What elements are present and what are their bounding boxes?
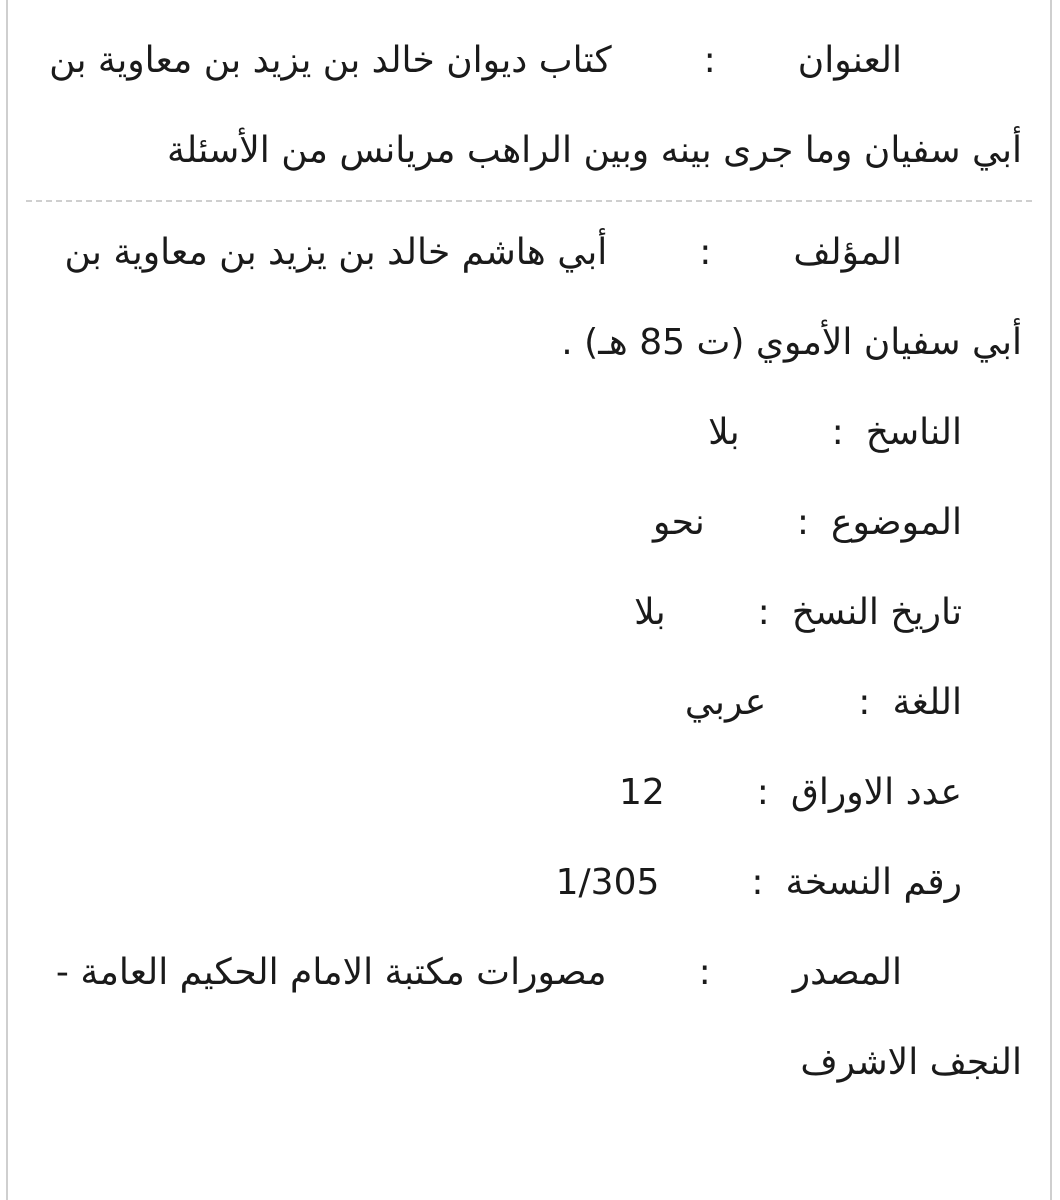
source-field [36,928,1022,1108]
subject-separator: : [796,502,809,543]
copy-date-field [36,568,1022,658]
copyist-separator: : [831,412,844,453]
source-separator: : [698,952,711,993]
subject-field [36,478,1022,568]
title-separator: : [703,40,716,81]
copy-number-separator: : [751,862,764,903]
leaves-separator: : [756,772,769,813]
record-content [36,0,1022,1108]
record-card [6,0,1052,1200]
copy-number-value: 1/305 [555,862,660,903]
title-value: كتاب ديوان خالد بن يزيد بن معاوية بن أبي سفيان وما جرى بينه وبين الراهب مريانس من الأسئلة [49,40,1022,171]
copy-date-separator: : [757,592,770,633]
leaves-value: 12 [618,772,665,813]
copy-number-label: رقم النسخة [785,862,962,903]
leaves-field [36,748,1022,838]
language-value: عربي [684,682,767,723]
section-divider [26,200,1032,202]
copy-date-value: بلا [634,592,666,633]
author-field [36,208,1022,388]
author-separator: : [699,232,712,273]
subject-label: الموضوع [830,502,962,543]
language-field [36,658,1022,748]
title-field [36,16,1022,196]
title-label: العنوان [797,40,902,81]
copyist-value: بلا [708,412,740,453]
source-value: مصورات مكتبة الامام الحكيم العامة - النجف الاشرف [55,952,1022,1083]
copyist-field [36,388,1022,478]
language-separator: : [858,682,871,723]
source-label: المصدر [792,952,902,993]
subject-value: نحو [652,502,705,543]
author-label: المؤلف [793,232,902,273]
author-value: أبي هاشم خالد بن يزيد بن معاوية بن أبي سفيان الأموي (ت 85 هـ) . [64,232,1022,363]
copy-number-field [36,838,1022,928]
leaves-label: عدد الاوراق [790,772,962,813]
language-label: اللغة [892,682,962,723]
copyist-label: الناسخ [865,412,962,453]
copy-date-label: تاريخ النسخ [791,592,962,633]
